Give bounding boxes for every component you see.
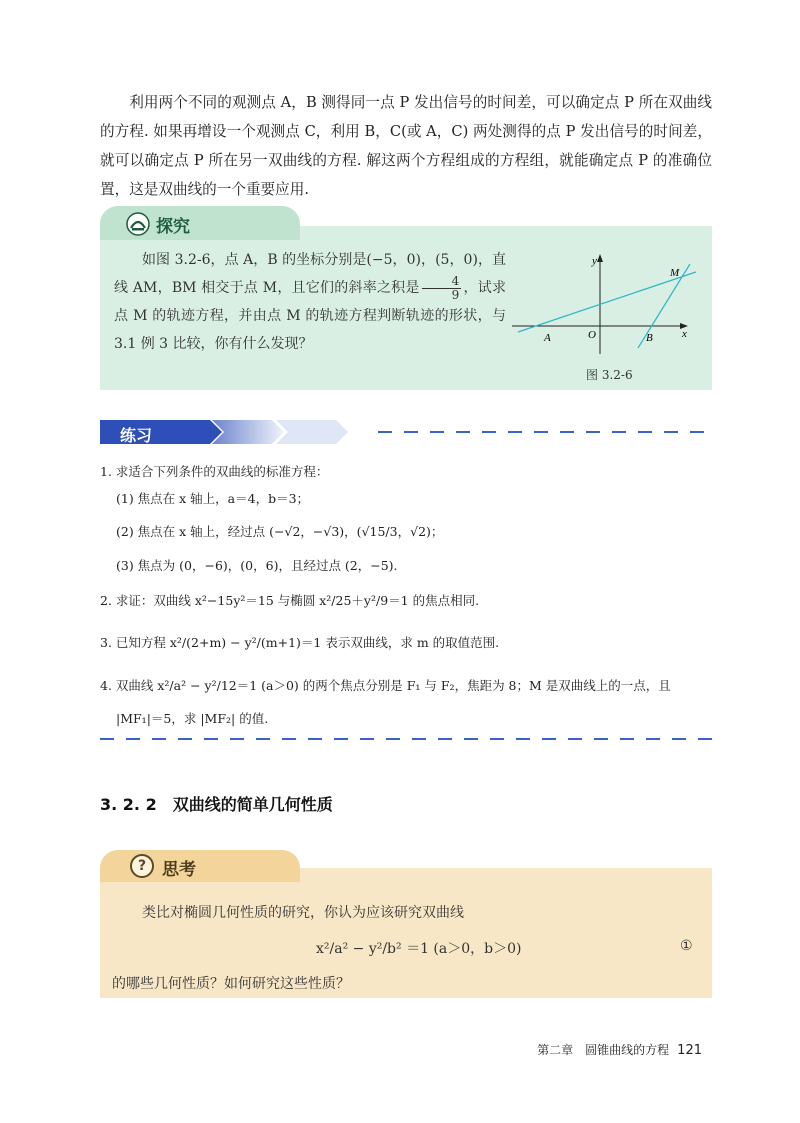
- explore-icon: [126, 212, 150, 236]
- page-number: 121: [677, 1043, 702, 1058]
- think-line3: 的哪些几何性质？如何研究这些性质？: [112, 976, 350, 992]
- label-a: A: [544, 332, 551, 344]
- section-number: 3. 2. 2: [100, 795, 157, 814]
- explore-line1: 如图 3.2-6，点 A，B 的坐标分别是(−5，0)，(5，0)，直线 AM，BM 相交于点 M，且它们的斜率之积是: [114, 252, 506, 296]
- exercise-1-1: (1) 焦点在 x 轴上，a＝4，b＝3；: [116, 491, 310, 506]
- think-equation-number: ①: [680, 938, 693, 954]
- explore-fraction: [422, 275, 462, 302]
- intro-text: 利用两个不同的观测点 A，B 测得同一点 P 发出信号的时间差，可以确定点 P 所在双曲线的方程. 如果再增设一个观测点 C，利用 B，C(或 A，C) 两处测得的点 P 发出信号的时间差，就可以确定点 P 所在另一双曲线的方程. 解这两个方程组成的方程组，就能确定点 P 的准确位置，这是双曲线的一个重要应用.: [100, 94, 712, 198]
- footer-chapter: 第二章 圆锥曲线的方程: [537, 1043, 670, 1057]
- figure-caption: 图 3.2-6: [586, 368, 633, 382]
- y-axis-arrow: [597, 254, 603, 262]
- exercise-4-cont: |MF₁|＝5，求 |MF₂| 的值.: [116, 711, 269, 726]
- think-title: 思考: [162, 860, 196, 880]
- label-b: B: [646, 332, 653, 344]
- fraction-numerator: 4: [422, 275, 462, 289]
- label-x: x: [682, 328, 687, 340]
- section-title: 双曲线的简单几何性质: [172, 795, 333, 814]
- think-equation: x²/a² − y²/b² ＝1 (a＞0，b＞0): [316, 941, 522, 957]
- practice-top-divider: [378, 431, 712, 433]
- page-footer: [537, 1041, 702, 1058]
- label-y: y: [592, 255, 597, 267]
- figure-3-2-6: [512, 250, 702, 360]
- explore-text: [114, 246, 506, 358]
- section-heading: [100, 792, 333, 815]
- exercise-2: 2. 求证：双曲线 x²−15y²＝15 与椭圆 x²/25＋y²/9＝1 的焦点相同.: [100, 593, 480, 608]
- explore-title: 探究: [156, 217, 190, 237]
- exercise-4: 4. 双曲线 x²/a² − y²/12＝1 (a＞0) 的两个焦点分别是 F₁ 与 F₂，焦距为 8；M 是双曲线上的一点，且: [100, 678, 671, 693]
- label-m: M: [670, 267, 680, 279]
- label-o: O: [588, 329, 596, 341]
- explore-line2: ，试求点 M 的轨迹方程，并由点 M 的轨迹方程判断轨迹的形状，与 3.1 例 3 比较，你有什么发现？: [114, 280, 506, 352]
- fraction-denominator: 9: [451, 287, 460, 302]
- exercise-1: 1. 求适合下列条件的双曲线的标准方程：: [100, 464, 329, 479]
- think-line1: 类比对椭圆几何性质的研究，你认为应该研究双曲线: [142, 905, 464, 921]
- exercise-1-3: (3) 焦点为 (0，−6)，(0，6)，且经过点 (2，−5).: [116, 558, 398, 573]
- question-icon: ?: [130, 854, 154, 878]
- practice-bottom-divider: [100, 738, 712, 740]
- practice-title: 练习: [120, 426, 153, 445]
- exercise-3: 3. 已知方程 x²/(2+m) − y²/(m+1)＝1 表示双曲线，求 m 的取值范围.: [100, 635, 500, 650]
- line-am: [518, 272, 696, 332]
- intro-paragraph: [100, 88, 712, 204]
- exercise-1-2: (2) 焦点在 x 轴上，经过点 (−√2，−√3)，(√15/3，√2)；: [116, 524, 444, 539]
